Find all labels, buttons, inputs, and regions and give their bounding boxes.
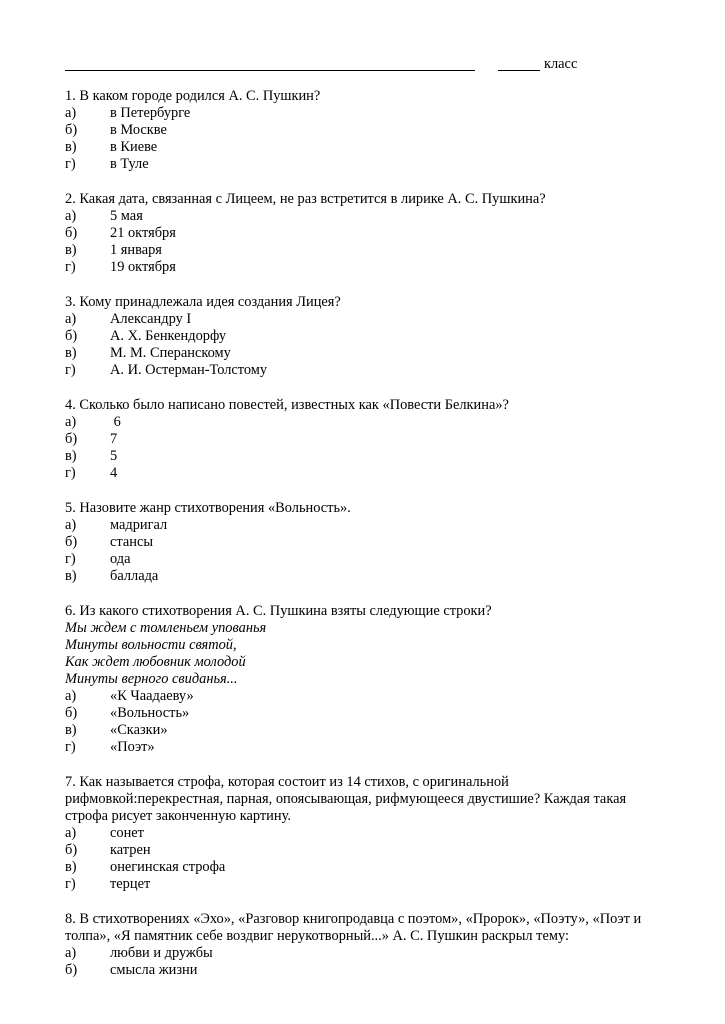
question-text: 4. Сколько было написано повестей, известных как «Повести Белкина»? (65, 397, 509, 413)
question-8 (65, 911, 660, 979)
quote-line: Минуты вольности святой, (65, 637, 237, 653)
option-answer: 5 мая (110, 208, 143, 224)
option-answer: 1 января (110, 242, 162, 258)
answer-option (65, 242, 660, 259)
option-answer: «Сказки» (110, 722, 168, 738)
option-letter: а) (65, 945, 77, 961)
answer-option (65, 722, 660, 739)
answer-option (65, 465, 660, 482)
answer-option (65, 534, 660, 551)
option-answer: любви и дружбы (110, 945, 213, 961)
answer-option (65, 122, 660, 139)
option-letter: г) (65, 362, 76, 378)
option-letter: б) (65, 225, 78, 241)
answer-option (65, 362, 660, 379)
answer-option (65, 208, 660, 225)
option-letter: г) (65, 551, 76, 567)
option-answer: 4 (110, 465, 118, 481)
class-number-blank (498, 70, 540, 71)
question-4 (65, 397, 660, 482)
question-3 (65, 294, 660, 379)
question-5 (65, 500, 660, 585)
question-7 (65, 774, 660, 893)
option-answer: мадригал (110, 517, 168, 533)
class-label: класс (544, 56, 578, 72)
option-answer: баллада (110, 568, 159, 584)
option-letter: б) (65, 328, 78, 344)
option-letter: г) (65, 876, 76, 892)
answer-option (65, 139, 660, 156)
option-letter: б) (65, 842, 78, 858)
option-letter: а) (65, 105, 77, 121)
option-answer: 5 (110, 448, 118, 464)
option-letter: а) (65, 414, 77, 430)
answer-option (65, 551, 660, 568)
answer-option (65, 431, 660, 448)
option-letter: а) (65, 311, 77, 327)
answer-option (65, 105, 660, 122)
option-answer: «Поэт» (110, 739, 155, 755)
option-answer: 21 октября (110, 225, 176, 241)
answer-option (65, 517, 660, 534)
question-6 (65, 603, 660, 756)
option-letter: в) (65, 242, 77, 258)
question-1 (65, 88, 660, 173)
option-letter: б) (65, 962, 78, 978)
option-letter: г) (65, 156, 76, 172)
option-answer: «Вольность» (110, 705, 190, 721)
option-letter: в) (65, 448, 77, 464)
option-answer: 19 октября (110, 259, 176, 275)
question-text: 1. В каком городе родился А. С. Пушкин? (65, 88, 321, 104)
option-answer: А. И. Остерман-Толстому (110, 362, 268, 378)
answer-option (65, 825, 660, 842)
option-answer: в Киеве (110, 139, 158, 155)
header (65, 56, 610, 74)
question-text: 5. Назовите жанр стихотворения «Вольность». (65, 500, 351, 516)
option-answer: «К Чаадаеву» (110, 688, 194, 704)
answer-option (65, 705, 660, 722)
option-letter: г) (65, 259, 76, 275)
option-letter: г) (65, 465, 76, 481)
question-text: 7. Как называется строфа, которая состоит из 14 стихов, с оригинальной рифмовкой:перекрестная, парная, опоясывающая, рифмующееся двустишие? Каждая такая строфа рисует законченную картину. (65, 774, 627, 824)
option-letter: а) (65, 208, 77, 224)
option-letter: в) (65, 568, 77, 584)
question-text: 3. Кому принадлежала идея создания Лицея? (65, 294, 341, 310)
option-answer: ода (110, 551, 131, 567)
option-letter: б) (65, 705, 78, 721)
answer-option (65, 448, 660, 465)
option-letter: б) (65, 122, 78, 138)
option-answer: сонет (110, 825, 144, 841)
answer-option (65, 156, 660, 173)
option-answer: Александру I (110, 311, 192, 327)
option-answer: М. М. Сперанскому (110, 345, 231, 361)
student-name-blank (65, 70, 475, 71)
quote-line: Минуты верного свиданья... (65, 671, 238, 687)
answer-option (65, 842, 660, 859)
option-letter: в) (65, 139, 77, 155)
option-letter: г) (65, 739, 76, 755)
answer-option (65, 311, 660, 328)
option-answer: катрен (110, 842, 151, 858)
option-letter: а) (65, 825, 77, 841)
option-answer: в Туле (110, 156, 149, 172)
option-letter: а) (65, 517, 77, 533)
quote-line: Как ждет любовник молодой (65, 654, 246, 670)
answer-option (65, 328, 660, 345)
option-answer: А. Х. Бенкендорфу (110, 328, 227, 344)
option-answer: в Москве (110, 122, 167, 138)
answer-option (65, 876, 660, 893)
answer-option (65, 739, 660, 756)
answer-option (65, 225, 660, 242)
question-text: 6. Из какого стихотворения А. С. Пушкина взяты следующие строки? (65, 603, 492, 619)
answer-option (65, 859, 660, 876)
option-letter: б) (65, 431, 78, 447)
answer-option (65, 688, 660, 705)
option-answer: терцет (110, 876, 151, 892)
option-answer: стансы (110, 534, 153, 550)
option-letter: а) (65, 688, 77, 704)
option-letter: в) (65, 345, 77, 361)
answer-option (65, 259, 660, 276)
option-answer: 7 (110, 431, 118, 447)
option-answer: онегинская строфа (110, 859, 226, 875)
option-letter: в) (65, 859, 77, 875)
option-letter: в) (65, 722, 77, 738)
answer-option (65, 962, 660, 979)
answer-option (65, 414, 660, 431)
question-2 (65, 191, 660, 276)
questions-list (65, 88, 660, 997)
option-letter: б) (65, 534, 78, 550)
option-answer: смысла жизни (110, 962, 198, 978)
answer-option (65, 345, 660, 362)
option-answer: в Петербурге (110, 105, 191, 121)
answer-option (65, 568, 660, 585)
answer-option (65, 945, 660, 962)
quote-line: Мы ждем с томленьем упованья (65, 620, 267, 636)
option-answer: 6 (110, 414, 121, 430)
question-text: 2. Какая дата, связанная с Лицеем, не раз встретится в лирике А. С. Пушкина? (65, 191, 546, 207)
question-text: 8. В стихотворениях «Эхо», «Разговор книгопродавца с поэтом», «Пророк», «Поэту», «Поэт и толпа», «Я памятник себе воздвиг нерукотворный...» А. С. Пушкин раскрыл тему: (65, 911, 642, 944)
